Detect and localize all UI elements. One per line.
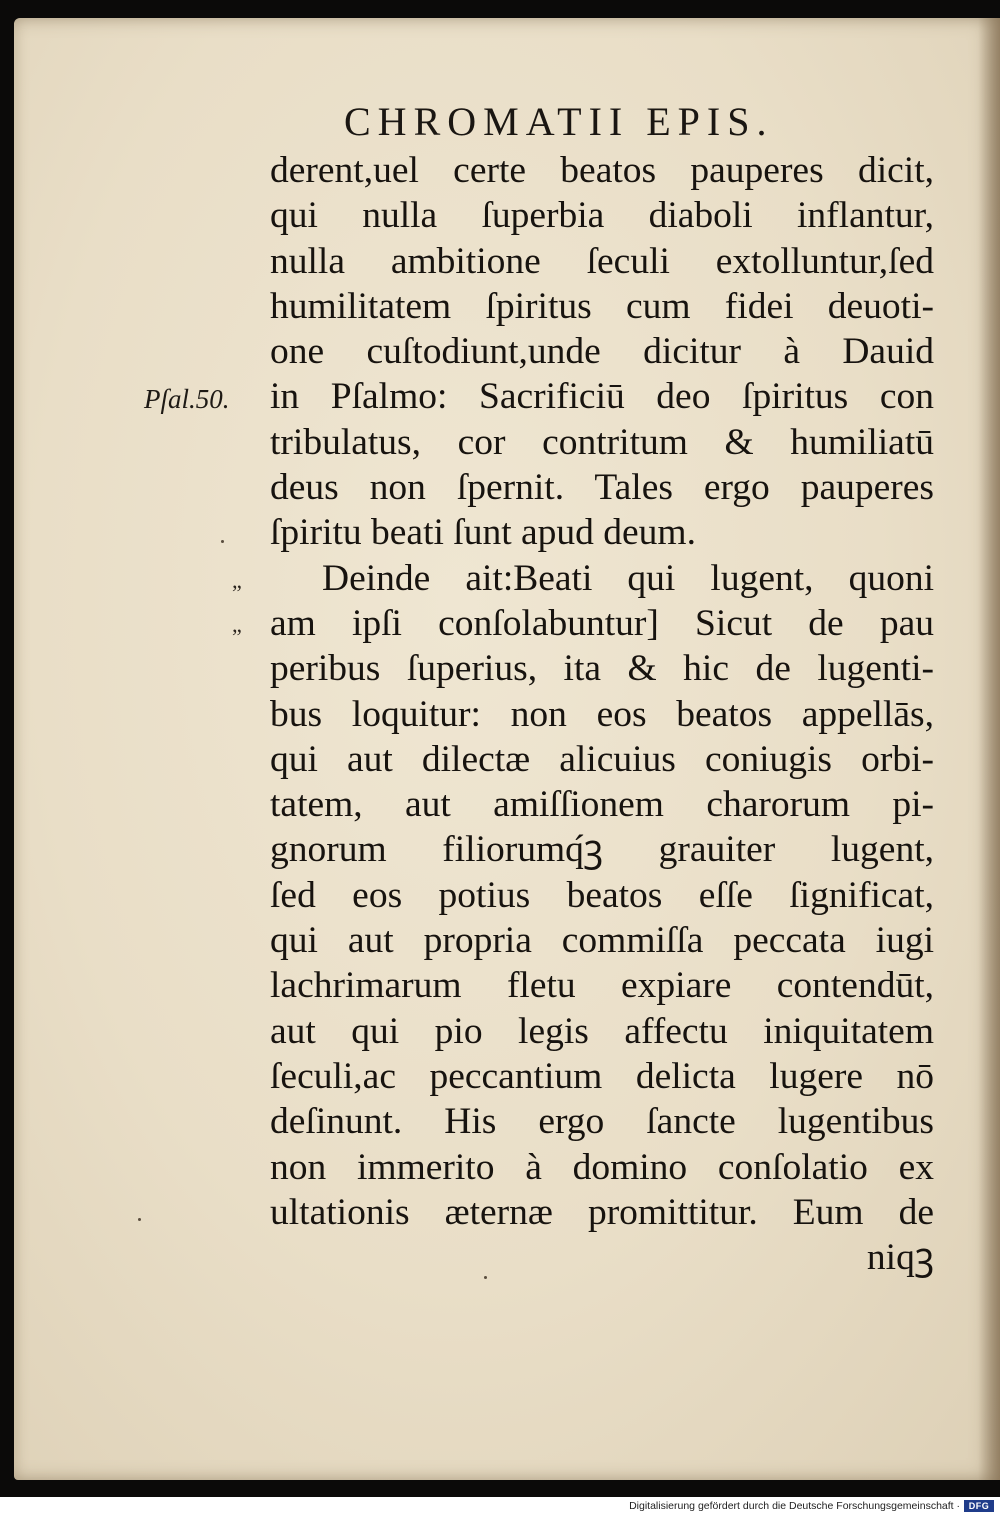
text-line: ſeculi,ac peccantium delicta lugere nō: [270, 1055, 934, 1097]
text-line: deus non ſpernit. Tales ergo pauperes: [270, 467, 934, 509]
text-line: in Pſalmo: Sacrificiū deo ſpiritus con: [270, 376, 934, 418]
catchword: niqꝫ: [866, 1237, 934, 1279]
book-page: [14, 18, 1000, 1480]
footer-credit: Digitalisierung gefördert durch die Deutsche Forschungsgemeinschaft ·: [629, 1500, 960, 1512]
paper-speck: [221, 540, 224, 543]
text-line: gnorum filiorumq́ꝫ grauiter lugent,: [270, 829, 934, 871]
text-line: am ipſi conſolabuntur] Sicut de pau: [270, 602, 934, 644]
text-line: ſpiritu beati ſunt apud deum.: [270, 512, 696, 554]
text-line: qui aut propria commiſſa peccata iugi: [270, 920, 934, 962]
text-line: ultationis æternæ promittitur. Eum de: [270, 1191, 934, 1233]
paper-speck: [484, 1276, 487, 1279]
dfg-logo: DFG: [964, 1500, 994, 1512]
margin-note-psalm: Pſal.50.: [144, 384, 230, 414]
paper-speck: [138, 1218, 141, 1221]
text-line: peribus ſuperius, ita & hic de lugenti-: [270, 648, 934, 690]
text-line: Deinde ait:Beati qui lugent, quoni: [322, 557, 934, 599]
digitization-footer: [0, 1497, 1000, 1516]
text-line: deſinunt. His ergo ſancte lugentibus: [270, 1101, 934, 1143]
text-line: qui nulla ſuperbia diaboli inflantur,: [270, 195, 934, 237]
quote-mark-1: ”: [232, 580, 241, 605]
text-line: aut qui pio legis affectu iniquitatem: [270, 1010, 934, 1052]
text-line: derent,uel certe beatos pauperes dicit,: [270, 150, 934, 191]
text-line: humilitatem ſpiritus cum fidei deuoti-: [270, 285, 934, 327]
text-line: bus loquitur: non eos beatos appellās,: [270, 693, 934, 735]
page-edge-shadow: [978, 18, 1000, 1480]
text-line: ſed eos potius beatos eſſe ſignificat,: [270, 874, 934, 916]
body-text: [270, 148, 934, 1280]
text-line: qui aut dilectæ alicuius coniugis orbi-: [270, 738, 934, 780]
text-line: tatem, aut amiſſionem charorum pi-: [270, 784, 934, 826]
quote-mark-2: ”: [232, 624, 241, 649]
text-line: tribulatus, cor contritum & humiliatū: [270, 421, 934, 463]
text-line: nulla ambitione ſeculi extolluntur,ſed: [270, 240, 934, 282]
text-line: non immerito à domino conſolatio ex: [270, 1146, 934, 1188]
text-line: lachrimarum fletu expiare contendūt,: [270, 965, 934, 1007]
text-line: one cuſtodiunt,unde dicitur à Dauid: [270, 331, 934, 373]
running-head: CHROMATII EPIS.: [344, 99, 774, 144]
